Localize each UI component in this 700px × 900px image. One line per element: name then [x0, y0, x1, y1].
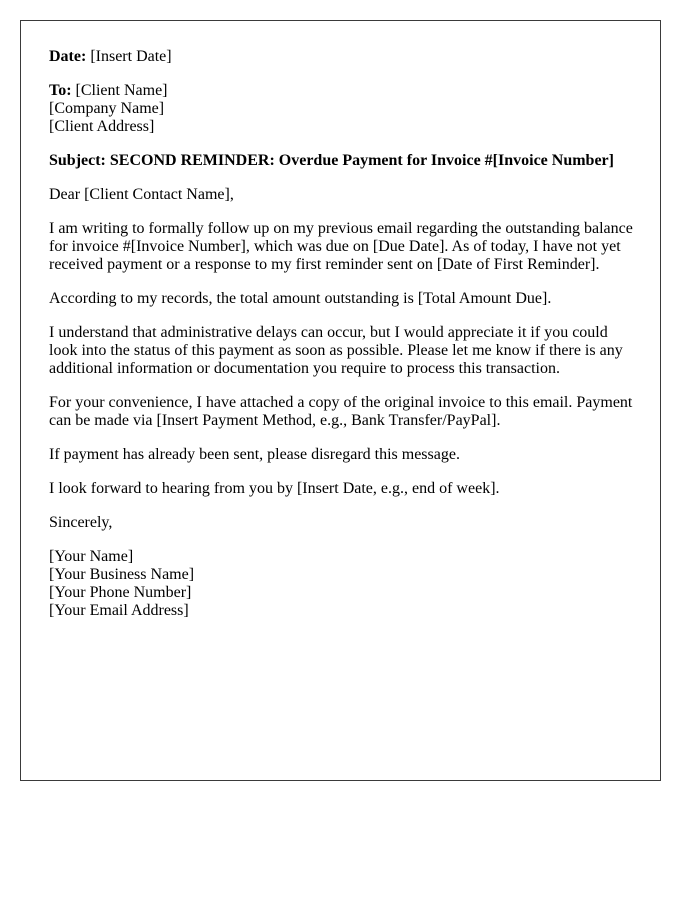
- body-paragraphs: [49, 220, 632, 498]
- business-name: [Your Business Name]: [49, 566, 195, 583]
- sign-off: Sincerely,: [49, 514, 113, 531]
- client-name: [Client Name]: [75, 82, 168, 99]
- body-paragraph: [49, 220, 632, 274]
- paragraph-line: for invoice #[Invoice Number], which was due on [Due Date]. As of today, I have not yet: [49, 238, 621, 255]
- paragraph-line: I look forward to hearing from you by [Insert Date, e.g., end of week].: [49, 480, 500, 497]
- body-paragraph: [49, 394, 632, 430]
- your-name: [Your Name]: [49, 548, 134, 565]
- paragraph-line: look into the status of this payment as soon as possible. Please let me know if there is any: [49, 342, 623, 359]
- date-label: Date:: [49, 48, 87, 65]
- subject-text: Subject: SECOND REMINDER: Overdue Payment for Invoice #[Invoice Number]: [49, 152, 614, 169]
- company-name: [Company Name]: [49, 100, 165, 117]
- body-paragraph: [49, 324, 632, 378]
- subject-line: [49, 152, 632, 170]
- paragraph-line: I understand that administrative delays can occur, but I would appreciate it if you could: [49, 324, 608, 341]
- salutation: Dear [Client Contact Name],: [49, 186, 234, 203]
- paragraph-line: additional information or documentation you require to process this transaction.: [49, 360, 560, 377]
- recipient-block: [49, 82, 632, 136]
- body-paragraph: [49, 290, 632, 308]
- paragraph-line: I am writing to formally follow up on my previous email regarding the outstanding balance: [49, 220, 633, 237]
- client-address: [Client Address]: [49, 118, 155, 135]
- letter-document: [20, 20, 661, 781]
- paragraph-line: For your convenience, I have attached a copy of the original invoice to this email. Payment: [49, 394, 633, 411]
- email-address: [Your Email Address]: [49, 602, 189, 619]
- to-label: To:: [49, 82, 72, 99]
- body-paragraph: [49, 446, 632, 464]
- paragraph-line: According to my records, the total amount outstanding is [Total Amount Due].: [49, 290, 552, 307]
- date-value: [Insert Date]: [90, 48, 172, 65]
- body-paragraph: [49, 480, 632, 498]
- paragraph-line: If payment has already been sent, please disregard this message.: [49, 446, 460, 463]
- paragraph-line: can be made via [Insert Payment Method, e.g., Bank Transfer/PayPal].: [49, 412, 501, 429]
- phone-number: [Your Phone Number]: [49, 584, 192, 601]
- date-line: [49, 48, 632, 66]
- paragraph-line: received payment or a response to my first reminder sent on [Date of First Reminder].: [49, 256, 600, 273]
- signature-block: [49, 548, 632, 620]
